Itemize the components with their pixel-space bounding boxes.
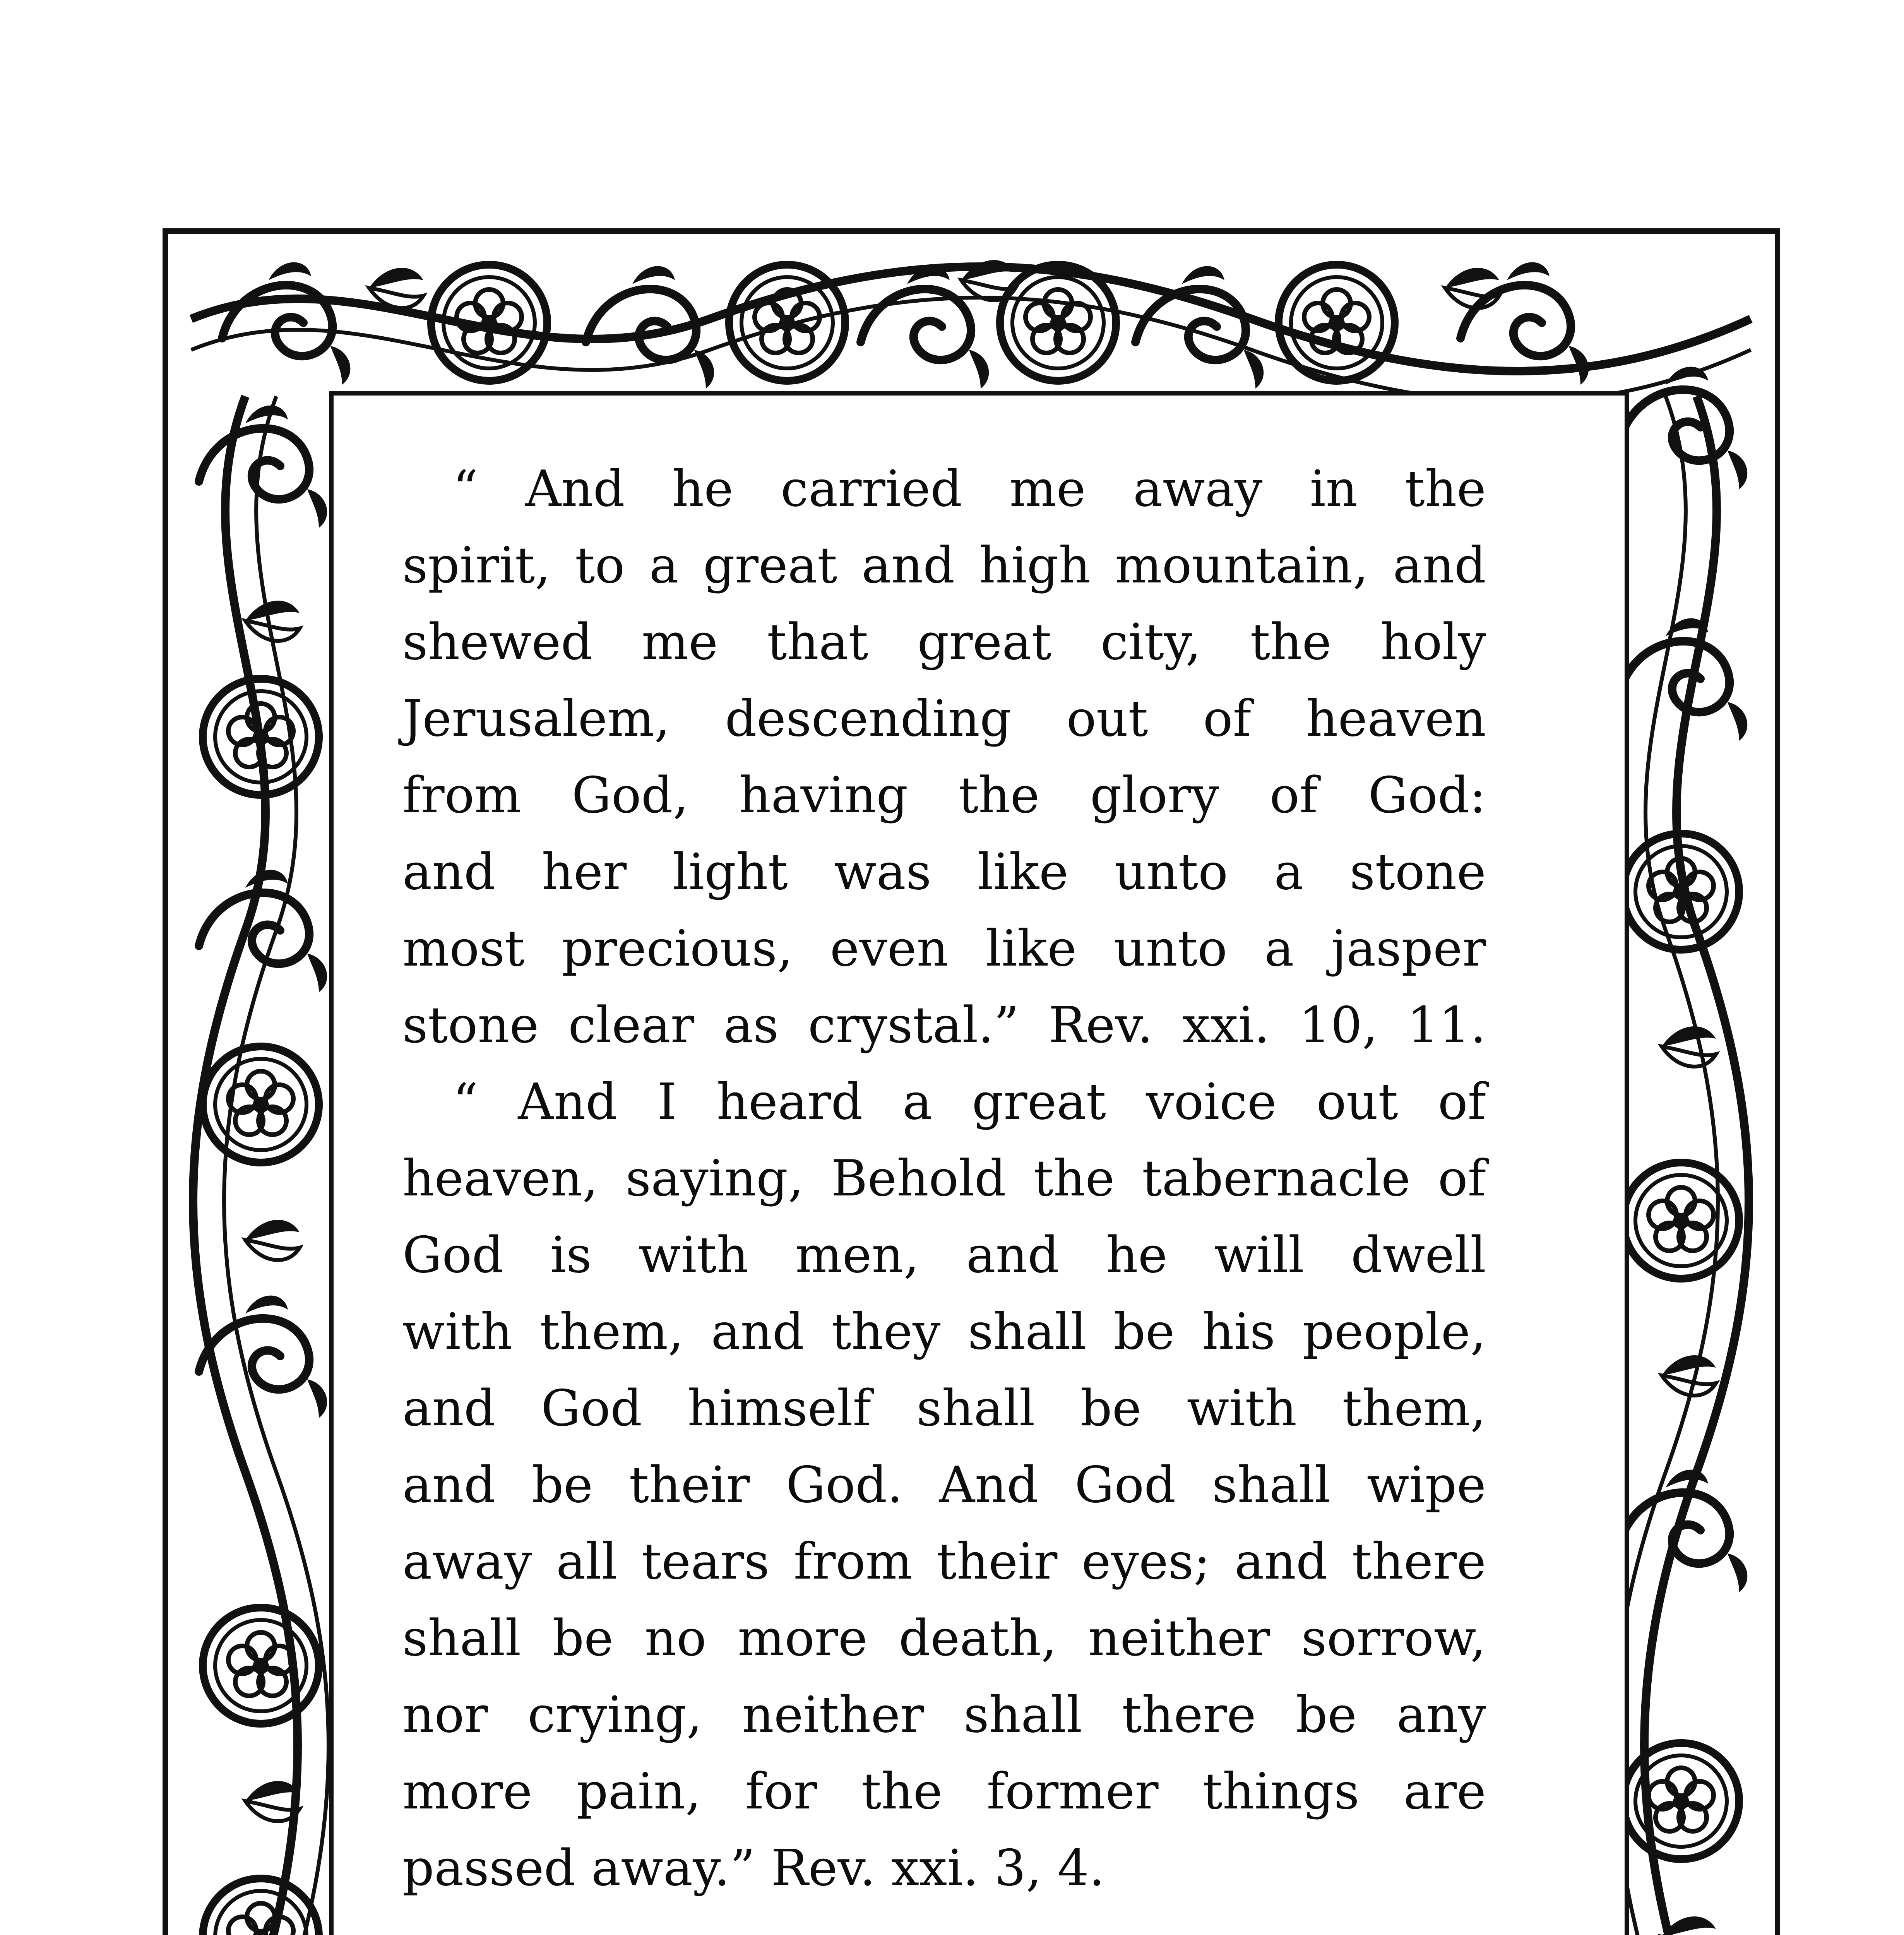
text-line: passed away.” Rev. xxi. 3, 4. bbox=[402, 1839, 1105, 1897]
text-line: spirit, to a great and high mountain, and bbox=[402, 537, 1486, 594]
text-line: shall be no more death, neither sorrow, bbox=[402, 1610, 1486, 1667]
text-line: and God himself shall be with them, bbox=[402, 1380, 1486, 1437]
text-line: stone clear as crystal.” Rev. xxi. 10, 11. bbox=[402, 997, 1486, 1054]
text-line: “ And he carried me away in the bbox=[453, 460, 1486, 518]
text-line: away all tears from their eyes; and there bbox=[402, 1533, 1486, 1591]
text-line: and be their God. And God shall wipe bbox=[402, 1456, 1486, 1514]
text-line: more pain, for the former things are bbox=[402, 1763, 1486, 1820]
scripture-text bbox=[402, 451, 1486, 1907]
text-line: and her light was like unto a stone bbox=[402, 843, 1486, 901]
text-line: Jerusalem, descending out of heaven bbox=[402, 690, 1486, 748]
text-line: God is with men, and he will dwell bbox=[402, 1226, 1486, 1284]
text-line: with them, and they shall be his people, bbox=[402, 1303, 1486, 1361]
text-line: nor crying, neither shall there be any bbox=[402, 1686, 1486, 1744]
text-line: “ And I heard a great voice out of bbox=[453, 1073, 1486, 1131]
text-line: heaven, saying, Behold the tabernacle of bbox=[402, 1150, 1486, 1207]
text-line: most precious, even like unto a jasper bbox=[402, 920, 1486, 978]
text-line: from God, having the glory of God: bbox=[402, 767, 1486, 824]
text-line: shewed me that great city, the holy bbox=[402, 613, 1486, 671]
